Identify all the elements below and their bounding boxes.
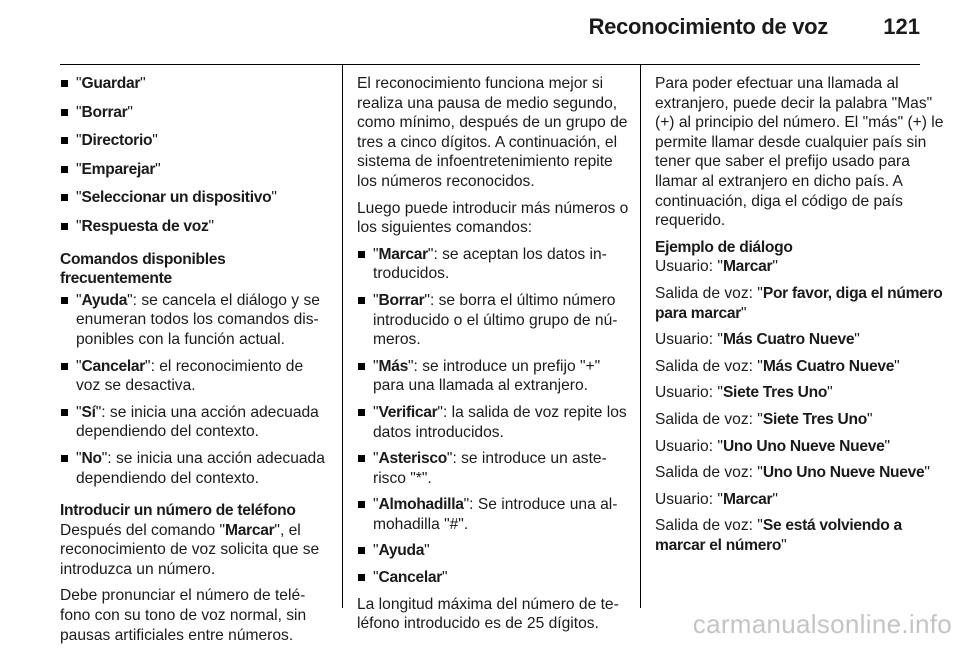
dialog-line: Usuario: "Marcar" [655, 490, 778, 508]
list-item: "Seleccionar un dispositivo" [60, 188, 328, 208]
bullet-icon [358, 547, 365, 554]
bullet-icon [358, 297, 365, 304]
command-description: : Se introduce una almohadilla "#". [373, 496, 618, 533]
dialog-line: Usuario: "Marcar" [655, 258, 778, 276]
column-divider [640, 64, 641, 608]
command: Cancelar [378, 569, 443, 587]
command: Marcar [378, 245, 428, 263]
command-description: : se inicia una acción adecuada dependiendo del contexto. [76, 403, 319, 441]
dialog-text: Marcar [722, 258, 773, 276]
list-item: "Sí": se inicia una acción adecuada dependiendo del contexto. [60, 403, 328, 442]
command: Emparejar [81, 160, 156, 178]
dialog-line: Salida de voz: "Por favor, diga el número para marcar" [655, 284, 943, 322]
column-middle [357, 74, 629, 641]
list-item: "Guardar" [60, 74, 328, 94]
column-divider [342, 64, 343, 608]
command: No [81, 449, 102, 467]
dialog-speaker: Salida de voz: [655, 517, 758, 535]
bullet-icon [358, 251, 365, 258]
dialog-text: Siete Tres Uno [722, 384, 828, 402]
command: Guardar [81, 75, 141, 92]
command-description: : se aceptan los datos introducidos. [373, 245, 607, 283]
dialog-speaker: Salida de voz: [655, 357, 758, 375]
command: Directorio [81, 132, 153, 150]
bullet-icon [358, 409, 365, 416]
bullet-icon [61, 109, 68, 116]
dialog-speaker: Salida de voz: [655, 464, 758, 482]
command: Respuesta de voz [81, 217, 209, 235]
paragraph: Luego puede introducir más números o los siguientes comandos: [357, 199, 629, 237]
dialog-speaker: Usuario: [655, 384, 718, 402]
dialog-text: Siete Tres Uno [762, 410, 867, 428]
dialog-line: Salida de voz: "Uno Uno Nueve Nueve" [655, 464, 930, 482]
list-item: "Borrar": se borra el último número introducido o el último grupo de números. [357, 291, 629, 350]
command-description: : se introduce un asterisco "*". [373, 450, 607, 487]
command-list [60, 74, 328, 237]
list-item: "Cancelar" [357, 568, 629, 588]
section-heading: Introducir un número de teléfono [60, 502, 296, 520]
dialog-line: Usuario: "Más Cuatro Nueve" [655, 331, 860, 349]
command: Borrar [81, 103, 128, 121]
paragraph: El reconocimiento funciona mejor si realiza una pausa de medio segundo, como mínimo, después de un grupo de tres a cinco dígitos. A continuación, el sistema de infoentretenimiento repite los números reconocidos. [357, 75, 628, 190]
command-list [357, 245, 629, 588]
dialog-line: Salida de voz: "Se está volviendo a marcar el número" [655, 517, 902, 554]
command-description: : se cancela el diálogo y se enumeran todos los comandos disponibles con la función actual. [76, 291, 320, 348]
list-item: "Asterisco": se introduce un asterisco "*". [357, 449, 629, 488]
bullet-icon [61, 297, 68, 304]
command: Borrar [378, 291, 425, 309]
section-heading: Comandos disponibles frecuentemente [60, 250, 226, 288]
list-item: "Ayuda" [357, 541, 629, 561]
dialog-speaker: Salida de voz: [655, 284, 758, 302]
bullet-icon [61, 194, 68, 201]
command: Asterisco [378, 450, 447, 468]
dialog-speaker: Salida de voz: [655, 410, 758, 428]
column-right [655, 74, 947, 562]
bullet-icon [61, 363, 68, 370]
bullet-icon [61, 166, 68, 173]
paragraph: La longitud máxima del número de teléfono introducido es de 25 dígitos. [357, 595, 619, 633]
command-description: : se introduce un prefijo "+" para una llamada al extranjero. [373, 357, 601, 395]
command: Ayuda [378, 542, 425, 560]
dialog-text: Más Cuatro Nueve [762, 357, 895, 375]
dialog-line: Usuario: "Siete Tres Uno" [655, 384, 833, 402]
command-description: : se borra el último número introducido o el último grupo de números. [373, 291, 618, 349]
section-heading: Ejemplo de diálogo [655, 238, 793, 256]
bullet-icon [358, 363, 365, 370]
command: Ayuda [81, 291, 128, 309]
page-title: Reconocimiento de voz [588, 14, 828, 39]
bullet-icon [358, 455, 365, 462]
list-item: "No": se inicia una acción adecuada dependiendo del contexto. [60, 449, 328, 488]
bullet-icon [358, 501, 365, 508]
list-item: "Más": se introduce un prefijo "+" para una llamada al extranjero. [357, 357, 629, 396]
dialog-line: Salida de voz: "Más Cuatro Nueve" [655, 357, 900, 375]
bullet-icon [61, 137, 68, 144]
list-item: "Verificar": la salida de voz repite los datos introducidos. [357, 403, 629, 442]
text-run: ", el reconocimiento de voz solicita que se introduzca un número. [60, 521, 320, 578]
dialog-text: Por favor, diga el número para marcar [655, 284, 943, 322]
list-item: "Respuesta de voz" [60, 217, 328, 237]
bullet-icon [61, 223, 68, 230]
page-header [60, 0, 920, 65]
command: Sí [81, 403, 96, 421]
text-run: Después del comando " [60, 521, 226, 539]
dialog-text: Uno Uno Nueve Nueve [722, 437, 885, 455]
command: Verificar [378, 403, 438, 421]
dialog-line: Usuario: "Uno Uno Nueve Nueve" [655, 437, 891, 455]
frequent-command-list [60, 291, 328, 488]
dialog-text: Uno Uno Nueve Nueve [762, 464, 925, 482]
list-item: "Ayuda": se cancela el diálogo y se enumeran todos los comandos disponibles con la función actual. [60, 291, 328, 350]
list-item: "Cancelar": el reconocimiento de voz se desactiva. [60, 357, 328, 396]
list-item: "Almohadilla": Se introduce una almohadilla "#". [357, 495, 629, 534]
list-item: "Marcar": se aceptan los datos introducidos. [357, 245, 629, 284]
command-description: : el reconocimiento de voz se desactiva. [76, 357, 304, 395]
dialog-text: Se está volviendo a marcar el número [655, 517, 902, 554]
dialog-text: Marcar [722, 490, 773, 508]
bullet-icon [358, 574, 365, 581]
command: Seleccionar un dispositivo [81, 189, 272, 207]
paragraph [60, 521, 328, 580]
page-number: 121 [883, 14, 920, 39]
list-item: "Directorio" [60, 131, 328, 151]
bullet-icon [61, 409, 68, 416]
dialog-speaker: Usuario: [655, 331, 718, 349]
paragraph: Debe pronunciar el número de teléfono con su tono de voz normal, sin pausas artificiales entre números. [60, 587, 307, 644]
list-item: "Borrar" [60, 103, 328, 123]
command: Cancelar [81, 357, 146, 375]
bullet-icon [61, 80, 68, 87]
watermark: carmanualsonline.info [692, 609, 952, 639]
command: Más [378, 357, 408, 375]
dialog-speaker: Usuario: [655, 490, 718, 508]
dialog-text: Más Cuatro Nueve [722, 331, 855, 349]
command-description: : la salida de voz repite los datos introducidos. [373, 403, 627, 441]
command: Marcar [225, 521, 275, 539]
paragraph: Para poder efectuar una llamada al extranjero, puede decir la palabra "Mas" (+) al principio del número. El "más" (+) le permite llamar desde cualquier país sin tener que saber el prefijo usado para llamar al extranjero en dicho país. A continuación, diga el código de país requerido. [655, 75, 944, 230]
dialog-speaker: Usuario: [655, 258, 718, 276]
list-item: "Emparejar" [60, 160, 328, 180]
bullet-icon [61, 455, 68, 462]
dialog-speaker: Usuario: [655, 437, 718, 455]
command-description: : se inicia una acción adecuada dependiendo del contexto. [76, 449, 325, 487]
dialog-line: Salida de voz: "Siete Tres Uno" [655, 410, 873, 428]
command: Almohadilla [378, 496, 464, 514]
column-left [60, 74, 328, 652]
